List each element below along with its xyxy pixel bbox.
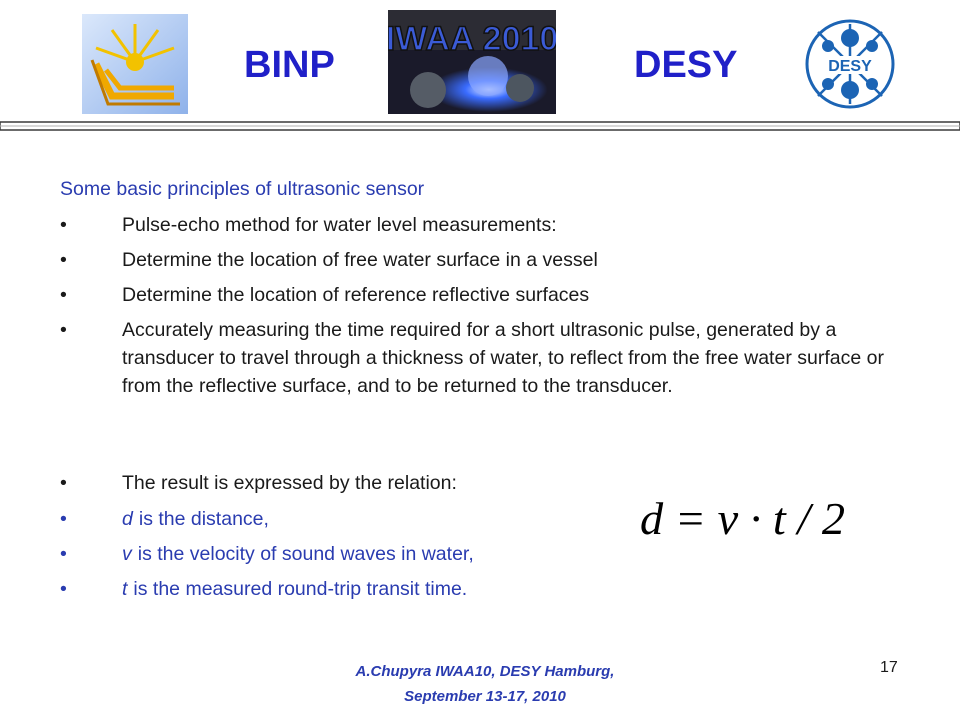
footer-credit-line1: A.Chupyra IWAA10, DESY Hamburg, bbox=[355, 663, 615, 680]
desy-title: DESY bbox=[634, 44, 738, 86]
bullet-dot: • bbox=[60, 508, 67, 530]
bullet-dot: • bbox=[60, 284, 67, 306]
binp-title: BINP bbox=[244, 44, 335, 86]
definition-text: is the velocity of sound waves in water, bbox=[137, 543, 474, 565]
bullet-dot: • bbox=[60, 472, 67, 494]
header-divider bbox=[0, 118, 960, 128]
binp-logo bbox=[82, 14, 188, 114]
bullet-text: Determine the location of free water surface in a vessel bbox=[122, 249, 598, 271]
iwaa-logo-text: IWAA 2010 bbox=[388, 20, 556, 58]
slide-number: 17 bbox=[880, 659, 898, 676]
bullet-text: Determine the location of reference reflective surfaces bbox=[122, 284, 590, 306]
definition-text: is the measured round-trip transit time. bbox=[133, 578, 468, 600]
desy-logo bbox=[804, 18, 896, 110]
bullet-dot: • bbox=[60, 214, 67, 236]
footer-credit-line2: September 13-17, 2010 bbox=[404, 688, 566, 705]
formula-text: d = v · t / 2 bbox=[640, 493, 845, 544]
desy-logo-text: DESY bbox=[828, 58, 872, 75]
bullet-dot: • bbox=[60, 319, 67, 341]
slide-subtitle: Some basic principles of ultrasonic sensor bbox=[60, 178, 425, 200]
definition-symbol: t bbox=[122, 578, 128, 600]
bullet-dot: • bbox=[60, 543, 67, 565]
definition-symbol: d bbox=[122, 508, 133, 530]
bullet-text: Pulse-echo method for water level measurements: bbox=[122, 214, 557, 236]
definition-text: is the distance, bbox=[138, 508, 269, 530]
bullet-text: Accurately measuring the time required for a short ultrasonic pulse, generated by a transducer to travel through a thickness of water, to reflect from the free water surface or from the reflective surface, and to be returned to the transducer. bbox=[122, 319, 884, 397]
bullet-dot: • bbox=[60, 578, 67, 600]
bullet-text: The result is expressed by the relation: bbox=[122, 472, 457, 494]
definition-symbol: v bbox=[122, 543, 132, 565]
iwaa-2010-logo bbox=[388, 10, 556, 114]
bullet-dot: • bbox=[60, 249, 67, 271]
footer-credit bbox=[200, 659, 770, 709]
distance-formula bbox=[640, 490, 850, 546]
